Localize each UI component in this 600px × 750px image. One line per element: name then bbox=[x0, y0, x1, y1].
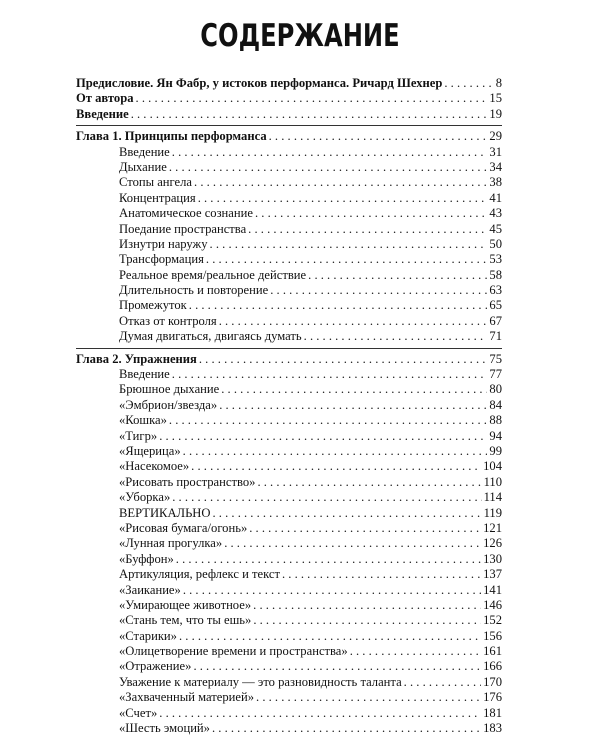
toc-entry-page: 31 bbox=[489, 144, 502, 159]
table-of-contents bbox=[76, 76, 502, 736]
toc-entry-page: 121 bbox=[483, 520, 502, 535]
toc-entry-page: 50 bbox=[489, 236, 502, 251]
dot-leader bbox=[191, 459, 481, 474]
toc-entry-page: 65 bbox=[489, 298, 502, 313]
toc-entry-page: 8 bbox=[495, 76, 502, 90]
toc-entry-title: «Уборка» bbox=[119, 490, 171, 505]
toc-entry-title: «Стань тем, что ты ешь» bbox=[119, 613, 252, 628]
toc-entry-page: 137 bbox=[483, 567, 502, 582]
toc-entry bbox=[76, 145, 502, 160]
toc-entry-page: 104 bbox=[483, 459, 502, 474]
dot-leader bbox=[194, 175, 487, 190]
toc-entry bbox=[76, 382, 502, 397]
toc-entry-page: 58 bbox=[489, 267, 502, 282]
dot-leader bbox=[169, 413, 488, 428]
toc-entry bbox=[76, 206, 502, 221]
toc-entry-title: Брюшное дыхание bbox=[119, 382, 220, 397]
toc-entry bbox=[76, 191, 502, 206]
toc-entry bbox=[76, 222, 502, 237]
toc-entry-title: «Умирающее животное» bbox=[119, 597, 252, 612]
dot-leader bbox=[248, 222, 487, 237]
toc-entry bbox=[76, 644, 502, 659]
dot-leader bbox=[282, 567, 481, 582]
toc-entry-title: Дыхание bbox=[119, 159, 167, 174]
toc-entry bbox=[76, 690, 502, 705]
toc-entry-page: 170 bbox=[483, 674, 502, 689]
toc-entry bbox=[76, 629, 502, 644]
toc-entry-page: 19 bbox=[489, 106, 502, 121]
toc-entry-title: «Насекомое» bbox=[119, 459, 190, 474]
toc-entry-title: Изнутри наружу bbox=[119, 236, 208, 251]
toc-entry-title: Введение bbox=[119, 144, 170, 159]
toc-entry-page: 34 bbox=[489, 159, 502, 174]
toc-entry bbox=[76, 237, 502, 252]
dot-leader bbox=[304, 329, 488, 344]
dot-leader bbox=[212, 721, 481, 736]
dot-leader bbox=[159, 429, 487, 444]
toc-entry-preface bbox=[76, 76, 502, 91]
toc-entry-title: Думая двигаться, двигаясь думать bbox=[119, 329, 302, 344]
toc-entry-title: «Олицетворение времени и пространства» bbox=[119, 644, 348, 659]
dot-leader bbox=[444, 76, 493, 91]
dot-leader bbox=[219, 398, 487, 413]
toc-entry bbox=[76, 521, 502, 536]
dot-leader bbox=[198, 191, 488, 206]
toc-entry-title: «Заикание» bbox=[119, 582, 181, 597]
toc-entry bbox=[76, 536, 502, 551]
toc-entry-title: Стопы ангела bbox=[119, 175, 193, 190]
toc-entry-title: Введение bbox=[76, 106, 129, 121]
toc-entry-page: 114 bbox=[483, 490, 502, 505]
toc-entry-page: 38 bbox=[489, 175, 502, 190]
toc-entry-title: «Лунная прогулка» bbox=[119, 536, 223, 551]
toc-entry-title: Предисловие. Ян Фабр, у истоков перформанса. Ричард Шехнер bbox=[76, 76, 443, 90]
dot-leader bbox=[199, 352, 488, 367]
toc-entry-title: «Старики» bbox=[119, 628, 177, 643]
toc-entry bbox=[76, 490, 502, 505]
dot-leader bbox=[136, 91, 488, 106]
toc-entry-page: 41 bbox=[489, 190, 502, 205]
toc-entry-title: «Рисовая бумага/огонь» bbox=[119, 520, 248, 535]
dot-leader bbox=[269, 129, 488, 144]
toc-entry bbox=[76, 444, 502, 459]
toc-entry-page: 43 bbox=[489, 206, 502, 221]
toc-entry-page: 146 bbox=[483, 597, 502, 612]
toc-entry-page: 63 bbox=[489, 283, 502, 298]
toc-entry-page: 94 bbox=[489, 428, 502, 443]
toc-entry-title: «Захваченный материей» bbox=[119, 690, 255, 705]
toc-entry-title: Поедание пространства bbox=[119, 221, 247, 236]
toc-entry-title: Промежуток bbox=[119, 298, 187, 313]
dot-leader bbox=[189, 298, 488, 313]
toc-entry bbox=[76, 160, 502, 175]
toc-entry-title: «Счет» bbox=[119, 705, 158, 720]
toc-entry bbox=[76, 567, 502, 582]
dot-leader bbox=[221, 382, 487, 397]
dot-leader bbox=[159, 706, 481, 721]
toc-entry bbox=[76, 598, 502, 613]
toc-entry bbox=[76, 298, 502, 313]
toc-entry bbox=[76, 552, 502, 567]
toc-entry-title: ВЕРТИКАЛЬНО bbox=[119, 505, 211, 520]
toc-entry-title: Длительность и повторение bbox=[119, 283, 269, 298]
dot-leader bbox=[219, 314, 488, 329]
toc-entry bbox=[76, 706, 502, 721]
toc-entry-page: 176 bbox=[483, 690, 502, 705]
dot-leader bbox=[172, 145, 488, 160]
dot-leader bbox=[210, 237, 488, 252]
toc-entry bbox=[76, 475, 502, 490]
toc-entry-title: Отказ от контроля bbox=[119, 313, 217, 328]
dot-leader bbox=[131, 107, 488, 122]
page-title: СОДЕРЖАНИЕ bbox=[200, 18, 400, 54]
chapter-title: Глава 2. Упражнения bbox=[76, 351, 197, 366]
dot-leader bbox=[193, 659, 481, 674]
toc-entry bbox=[76, 613, 502, 628]
dot-leader bbox=[213, 506, 482, 521]
toc-entry-page: 141 bbox=[483, 582, 502, 597]
toc-entry bbox=[76, 252, 502, 267]
dot-leader bbox=[224, 536, 481, 551]
toc-entry-page: 152 bbox=[483, 613, 502, 628]
toc-entry-page: 119 bbox=[483, 505, 502, 520]
toc-entry-title: От автора bbox=[76, 91, 134, 106]
toc-entry-page: 15 bbox=[489, 91, 502, 106]
toc-entry-page: 53 bbox=[489, 252, 502, 267]
dot-leader bbox=[172, 367, 488, 382]
toc-entry-page: 130 bbox=[483, 551, 502, 566]
toc-entry-page: 99 bbox=[489, 443, 502, 458]
toc-entry-title: «Шесть эмоций» bbox=[119, 721, 210, 736]
dot-leader bbox=[253, 613, 481, 628]
chapter-page: 29 bbox=[489, 129, 502, 144]
toc-entry bbox=[76, 429, 502, 444]
dot-leader bbox=[257, 475, 481, 490]
toc-entry bbox=[76, 413, 502, 428]
toc-entry bbox=[76, 367, 502, 382]
toc-entry-title: Анатомическое сознание bbox=[119, 206, 253, 221]
toc-entry bbox=[76, 583, 502, 598]
toc-entry bbox=[76, 459, 502, 474]
dot-leader bbox=[308, 268, 487, 283]
toc-entry-page: 45 bbox=[489, 221, 502, 236]
toc-entry-page: 88 bbox=[489, 413, 502, 428]
toc-entry-title: «Кошка» bbox=[119, 413, 167, 428]
toc-entry-title: «Ящерица» bbox=[119, 443, 181, 458]
dot-leader bbox=[350, 644, 481, 659]
dot-leader bbox=[179, 629, 481, 644]
toc-entry bbox=[76, 659, 502, 674]
toc-entry-title: «Эмбрион/звезда» bbox=[119, 397, 218, 412]
toc-entry-page: 161 bbox=[483, 644, 502, 659]
dot-leader bbox=[249, 521, 481, 536]
toc-entry bbox=[76, 721, 502, 736]
dot-leader bbox=[183, 444, 488, 459]
chapter-title: Глава 1. Принципы перформанса bbox=[76, 129, 267, 144]
toc-entry-title: Трансформация bbox=[119, 252, 204, 267]
toc-entry-title: «Буффон» bbox=[119, 551, 174, 566]
toc-entry-title: Уважение к материалу — это разновидность таланта bbox=[119, 674, 402, 689]
dot-leader bbox=[206, 252, 488, 267]
toc-entry-page: 71 bbox=[489, 329, 502, 344]
divider bbox=[76, 348, 502, 349]
toc-entry bbox=[76, 506, 502, 521]
dot-leader bbox=[256, 690, 481, 705]
toc-entry-page: 80 bbox=[489, 382, 502, 397]
toc-entry-title: Концентрация bbox=[119, 190, 196, 205]
divider bbox=[76, 125, 502, 126]
toc-entry bbox=[76, 175, 502, 190]
toc-entry-page: 156 bbox=[483, 628, 502, 643]
toc-entry-title: Введение bbox=[119, 367, 170, 382]
toc-entry-title: Реальное время/реальное действие bbox=[119, 267, 307, 282]
dot-leader bbox=[270, 283, 487, 298]
toc-entry-page: 181 bbox=[483, 705, 502, 720]
toc-entry bbox=[76, 329, 502, 344]
toc-entry-page: 84 bbox=[489, 397, 502, 412]
toc-entry-page: 110 bbox=[483, 474, 502, 489]
toc-entry bbox=[76, 283, 502, 298]
toc-entry bbox=[76, 398, 502, 413]
toc-entry-title: «Отражение» bbox=[119, 659, 192, 674]
toc-entry bbox=[76, 675, 502, 690]
toc-entry-title: «Тигр» bbox=[119, 428, 158, 443]
toc-entry-title: Артикуляция, рефлекс и текст bbox=[119, 567, 280, 582]
toc-entry-page: 77 bbox=[489, 367, 502, 382]
dot-leader bbox=[169, 160, 488, 175]
toc-entry-page: 166 bbox=[483, 659, 502, 674]
toc-chapter-2 bbox=[76, 352, 502, 367]
dot-leader bbox=[176, 552, 481, 567]
dot-leader bbox=[172, 490, 481, 505]
toc-entry-page: 183 bbox=[483, 721, 502, 736]
dot-leader bbox=[183, 583, 481, 598]
toc-entry bbox=[76, 314, 502, 329]
toc-chapter-1 bbox=[76, 129, 502, 144]
chapter-page: 75 bbox=[489, 351, 502, 366]
toc-entry-author-note bbox=[76, 91, 502, 106]
toc-entry-introduction bbox=[76, 107, 502, 122]
dot-leader bbox=[255, 206, 487, 221]
dot-leader bbox=[404, 675, 481, 690]
toc-entry-page: 126 bbox=[483, 536, 502, 551]
toc-entry-title: «Рисовать пространство» bbox=[119, 474, 256, 489]
toc-entry bbox=[76, 268, 502, 283]
dot-leader bbox=[253, 598, 481, 613]
toc-entry-page: 67 bbox=[489, 313, 502, 328]
